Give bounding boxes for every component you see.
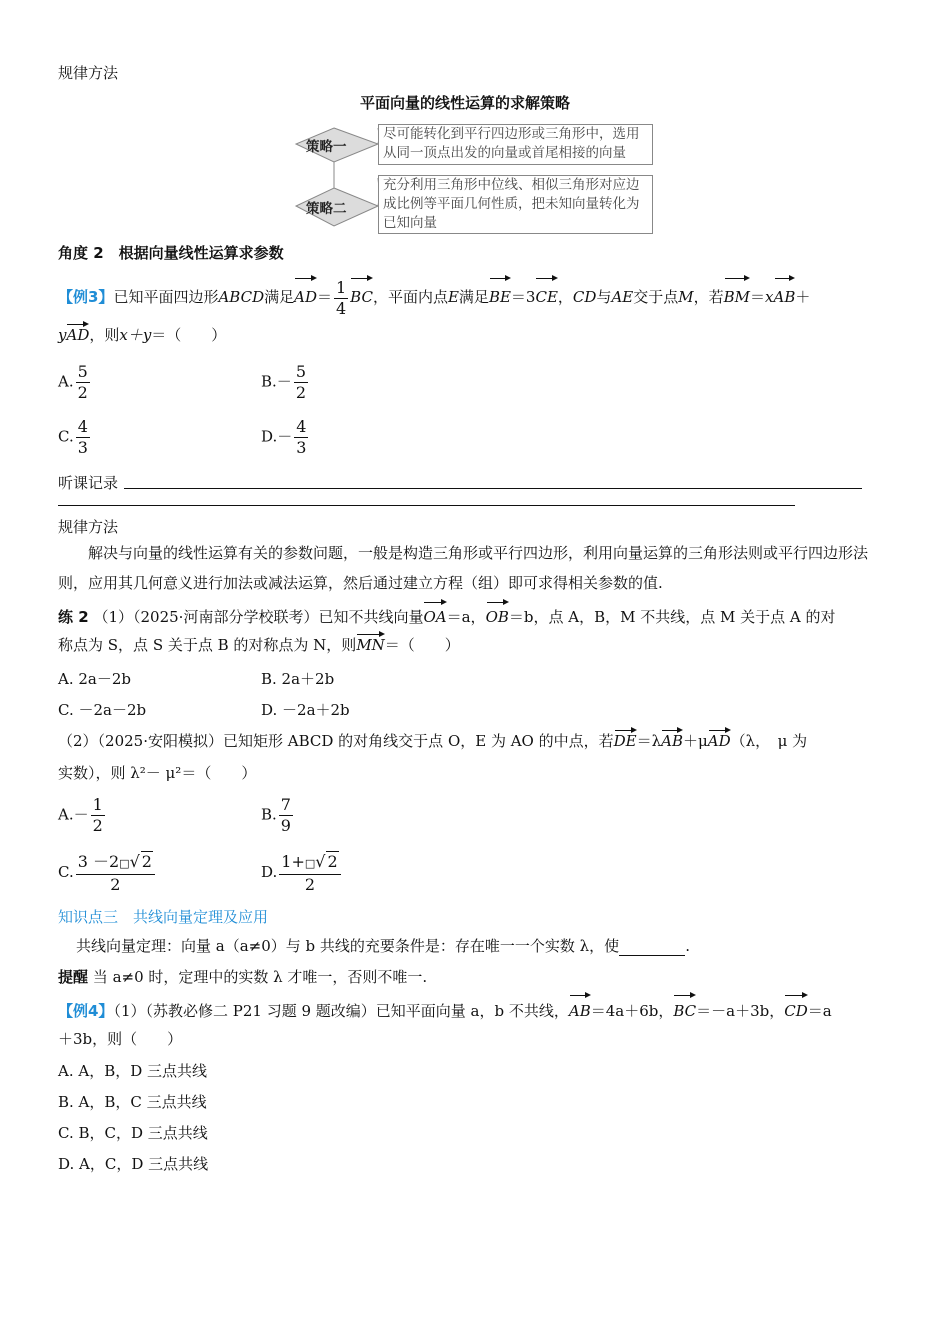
angle2-heading: 角度 2 根据向量线性运算求参数 — [58, 244, 284, 262]
vector-AB: AB — [774, 276, 796, 314]
example3-line2: yAD，则x＋y＝（ ） — [58, 322, 226, 345]
strategy2-label: 策略二 — [306, 201, 347, 217]
vector-OA: OA — [423, 600, 446, 630]
practice2-1-option-D[interactable]: D. －2a＋2b — [261, 701, 350, 719]
vector-AD-2: AD — [66, 322, 89, 344]
strategy2-box: 充分利用三角形中位线、相似三角形对应边成比例等平面几何性质，把未知向量转化为已知向量 — [378, 175, 653, 234]
practice2-2-option-D[interactable]: D. $\frac{1+□√ 2}{2}$ — [261, 851, 343, 895]
hint: 提醒 当 a≠0 时，定理中的实数 λ 才唯一，否则不唯一. — [58, 968, 428, 986]
vector-AD-3: AD — [708, 728, 731, 750]
practice2-line1: 练 2 （1）（2025·河南部分学校联考）已知不共线向量OA＝a，OB＝b，点 A，B，M 不共线，点 M 关于点 A 的对 — [58, 600, 836, 630]
example4-tag: 【例4】 — [58, 1002, 114, 1020]
practice2-2-option-A[interactable]: A.－ $\frac{1}{2}$ — [58, 795, 103, 835]
example3-option-B[interactable]: B.－ $\frac{5}{2}$ — [261, 362, 306, 402]
collinear-theorem: 共线向量定理：向量 a（a≠0）与 b 共线的充要条件是：存在唯一一个实数 λ，使 . — [76, 937, 690, 955]
example3-option-D[interactable]: D.－ $\frac{4}{3}$ — [261, 417, 307, 457]
practice2-part2-line2: 实数），则 λ²－ μ²＝（ ） — [58, 764, 257, 782]
example3-tag: 【例3】 — [58, 288, 114, 306]
theorem-blank[interactable] — [619, 937, 685, 956]
vector-DE: DE — [614, 728, 637, 750]
practice2-1-option-B[interactable]: B. 2a＋2b — [261, 670, 335, 688]
vector-BC: BC — [350, 276, 373, 314]
vector-CE: CE — [535, 276, 557, 314]
vector-CD: CD — [784, 993, 808, 1025]
example4-line1: 【例4】（1）（苏教必修二 P21 习题 9 题改编）已知平面向量 a，b 不共线，AB＝4a＋6b，BC＝－a＋3b，CD＝a — [58, 993, 832, 1025]
example3-option-A[interactable]: A. $\frac{5}{2}$ — [58, 362, 88, 402]
example3-line1: 【例3】已知平面四边形ABCD满足AD＝ $\frac{1}{4}$ BC，平面内点E满足BE＝3CE，CD与AE交于点M，若BM＝xAB＋ — [58, 277, 811, 318]
knowledge-point-3-heading: 知识点三 共线向量定理及应用 — [58, 908, 269, 926]
example4-line2: ＋3b，则（ ） — [58, 1030, 183, 1048]
vector-BC-2: BC — [673, 993, 696, 1025]
diagram-title: 平面向量的线性运算的求解策略 — [360, 94, 571, 112]
listen-record-label: 听课记录 — [58, 474, 119, 492]
section-heading-rules-2: 规律方法 — [58, 518, 119, 536]
vector-AB-3: AB — [569, 993, 591, 1025]
example3-option-C[interactable]: C. $\frac{4}{3}$ — [58, 417, 88, 457]
vector-AD: AD — [294, 276, 317, 314]
hint-label: 提醒 — [58, 968, 89, 986]
example4-option-A[interactable]: A. A，B，D 三点共线 — [58, 1062, 208, 1080]
practice2-part2-line1: （2）（2025·安阳模拟）已知矩形 ABCD 的对角线交于点 O，E 为 AO 的中点，若DE＝λAB＋μAD（λ， μ 为 — [58, 728, 807, 751]
strategy1-box: 尽可能转化到平行四边形或三角形中，选用从同一顶点出发的向量或首尾相接的向量 — [378, 124, 653, 165]
strategy1-label: 策略一 — [306, 139, 347, 155]
practice2-2-option-C[interactable]: C. $\frac{3 -2□√ 2}{2}$ — [58, 851, 157, 895]
listen-record-line-1[interactable] — [124, 488, 862, 489]
practice2-line2: 称点为 S，点 S 关于点 B 的对称点为 N，则MN＝（ ） — [58, 632, 460, 655]
example4-option-B[interactable]: B. A，B，C 三点共线 — [58, 1093, 207, 1111]
vector-BM: BM — [724, 276, 750, 314]
vector-AB-2: AB — [661, 728, 683, 750]
fraction-one-quarter: $\frac{1}{4}$ — [335, 277, 347, 318]
practice2-1-option-C[interactable]: C. －2a－2b — [58, 701, 147, 719]
practice2-2-option-B[interactable]: B. $\frac{7}{9}$ — [261, 795, 291, 835]
vector-BE: BE — [489, 276, 511, 314]
vector-OB: OB — [486, 600, 509, 630]
vector-MN: MN — [356, 632, 384, 654]
listen-record-line-2[interactable] — [58, 505, 795, 506]
example4-option-D[interactable]: D. A，C，D 三点共线 — [58, 1155, 209, 1173]
section-heading-rules: 规律方法 — [58, 64, 119, 82]
section2-paragraph: 解决与向量的线性运算有关的参数问题，一般是构造三角形或平行四边形，利用向量运算的三角形法则或平行四边形法则，应用其几何意义进行加法或减法运算，然后通过建立方程（组）即可求得相关参数的值. — [58, 544, 869, 592]
practice2-1-option-A[interactable]: A. 2a－2b — [58, 670, 132, 688]
example4-option-C[interactable]: C. B，C，D 三点共线 — [58, 1124, 208, 1142]
